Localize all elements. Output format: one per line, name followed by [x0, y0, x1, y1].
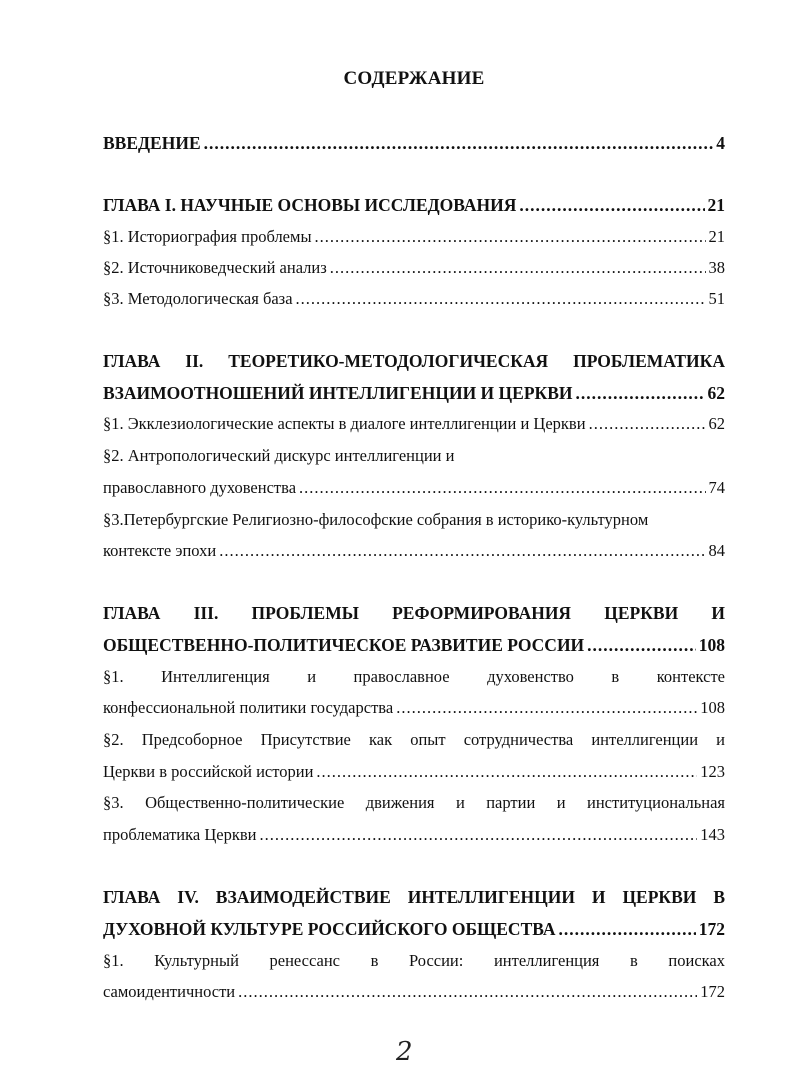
toc-entry-chapter-4-line-2	[103, 916, 725, 942]
toc-entry-ch1-section-3	[103, 286, 725, 312]
toc-entry-text: ВВЕДЕНИЕ	[103, 133, 201, 153]
toc-page-number: 62	[707, 383, 725, 403]
page-title: СОДЕРЖАНИЕ	[343, 68, 485, 89]
toc-page-number: 172	[698, 919, 725, 939]
leader-dots	[576, 380, 705, 406]
toc-entry-text: ОБЩЕСТВЕННО-ПОЛИТИЧЕСКОЕ РАЗВИТИЕ РОССИИ	[103, 635, 585, 655]
toc-entry-chapter-4-line-1: ГЛАВА IV. ВЗАИМОДЕЙСТВИЕ ИНТЕЛЛИГЕНЦИИ И ЦЕРКВИ В	[103, 887, 725, 907]
toc-entry-chapter-2-line-1: ГЛАВА II. ТЕОРЕТИКО-МЕТОДОЛОГИЧЕСКАЯ ПРОБЛЕМАТИКА	[103, 351, 725, 371]
toc-entry-text: §1. Историография проблемы	[103, 227, 312, 246]
toc-page-number: 21	[708, 227, 725, 246]
toc-entry-ch4-section-1-line-2	[103, 979, 725, 1005]
toc-entry-ch3-section-1-line-1: §1. Интеллигенция и православное духовенство в контексте	[103, 667, 725, 686]
toc-entry-text: православного духовенства	[103, 478, 297, 497]
toc-entry-ch2-section-3-line-1: §3.Петербургские Религиозно-философские собрания в историко-культурном	[103, 510, 649, 529]
leader-dots	[519, 192, 704, 218]
toc-entry-text: самоидентичности	[103, 982, 236, 1001]
toc-entry-chapter-1	[103, 192, 725, 218]
toc-page-number: 143	[700, 825, 725, 844]
toc-page-number: 4	[716, 133, 725, 153]
toc-page-number: 51	[708, 289, 725, 308]
leader-dots	[396, 695, 697, 721]
leader-dots	[259, 822, 697, 848]
toc-page-number: 38	[708, 258, 725, 277]
toc-page-number: 21	[707, 195, 725, 215]
toc-page-number: 172	[700, 982, 725, 1001]
toc-entry-text: контексте эпохи	[103, 541, 217, 560]
toc-entry-ch2-section-1	[103, 411, 725, 437]
toc-entry-ch3-section-3-line-1: §3. Общественно-политические движения и партии и институциональная	[103, 793, 725, 812]
toc-page-number: 84	[708, 541, 725, 560]
toc-entry-text: §2. Источниковедческий анализ	[103, 258, 327, 277]
leader-dots	[315, 224, 706, 250]
handwritten-page-number: 2	[396, 1037, 413, 1067]
toc-entry-ch2-section-3-line-2	[103, 538, 725, 564]
leader-dots	[219, 538, 705, 564]
toc-entry-text: §3. Методологическая база	[103, 289, 293, 308]
toc-page-number: 123	[700, 762, 725, 781]
toc-entry-text: Церкви в российской истории	[103, 762, 314, 781]
leader-dots	[558, 916, 695, 942]
toc-entry-chapter-3-line-1: ГЛАВА III. ПРОБЛЕМЫ РЕФОРМИРОВАНИЯ ЦЕРКВИ И	[103, 603, 725, 623]
toc-entry-text: §1. Экклезиологические аспекты в диалоге интеллигенции и Церкви	[103, 414, 586, 433]
toc-entry-text: конфессиональной политики государства	[103, 698, 394, 717]
toc-entry-ch2-section-2-line-1: §2. Антропологический дискурс интеллигенции и	[103, 446, 455, 465]
toc-page-number: 108	[698, 635, 725, 655]
toc-entry-ch2-section-2-line-2	[103, 475, 725, 501]
toc-entry-ch1-section-1	[103, 224, 725, 250]
leader-dots	[299, 475, 705, 501]
toc-entry-chapter-3-line-2	[103, 632, 725, 658]
toc-entry-ch3-section-1-line-2	[103, 695, 725, 721]
toc-entry-intro	[103, 130, 725, 156]
leader-dots	[204, 130, 714, 156]
toc-entry-ch3-section-2-line-2	[103, 759, 725, 785]
leader-dots	[587, 632, 696, 658]
toc-entry-text: ДУХОВНОЙ КУЛЬТУРЕ РОССИЙСКОГО ОБЩЕСТВА	[103, 919, 556, 939]
toc-page-number: 62	[708, 414, 725, 433]
toc-entry-ch1-section-2	[103, 255, 725, 281]
leader-dots	[316, 759, 697, 785]
toc-entry-ch3-section-3-line-2	[103, 822, 725, 848]
toc-entry-ch3-section-2-line-1: §2. Предсоборное Присутствие как опыт сотрудничества интеллигенции и	[103, 730, 725, 749]
toc-entry-ch4-section-1-line-1: §1. Культурный ренессанс в России: интеллигенция в поисках	[103, 951, 725, 970]
toc-entry-text: проблематика Церкви	[103, 825, 257, 844]
leader-dots	[589, 411, 706, 437]
toc-entry-text: ГЛАВА I. НАУЧНЫЕ ОСНОВЫ ИССЛЕДОВАНИЯ	[103, 195, 517, 215]
toc-entry-chapter-2-line-2	[103, 380, 725, 406]
toc-page-number: 74	[708, 478, 725, 497]
toc-entry-text: ВЗАИМООТНОШЕНИЙ ИНТЕЛЛИГЕНЦИИ И ЦЕРКВИ	[103, 383, 573, 403]
leader-dots	[296, 286, 706, 312]
leader-dots	[238, 979, 697, 1005]
leader-dots	[330, 255, 706, 281]
toc-page-number: 108	[700, 698, 725, 717]
